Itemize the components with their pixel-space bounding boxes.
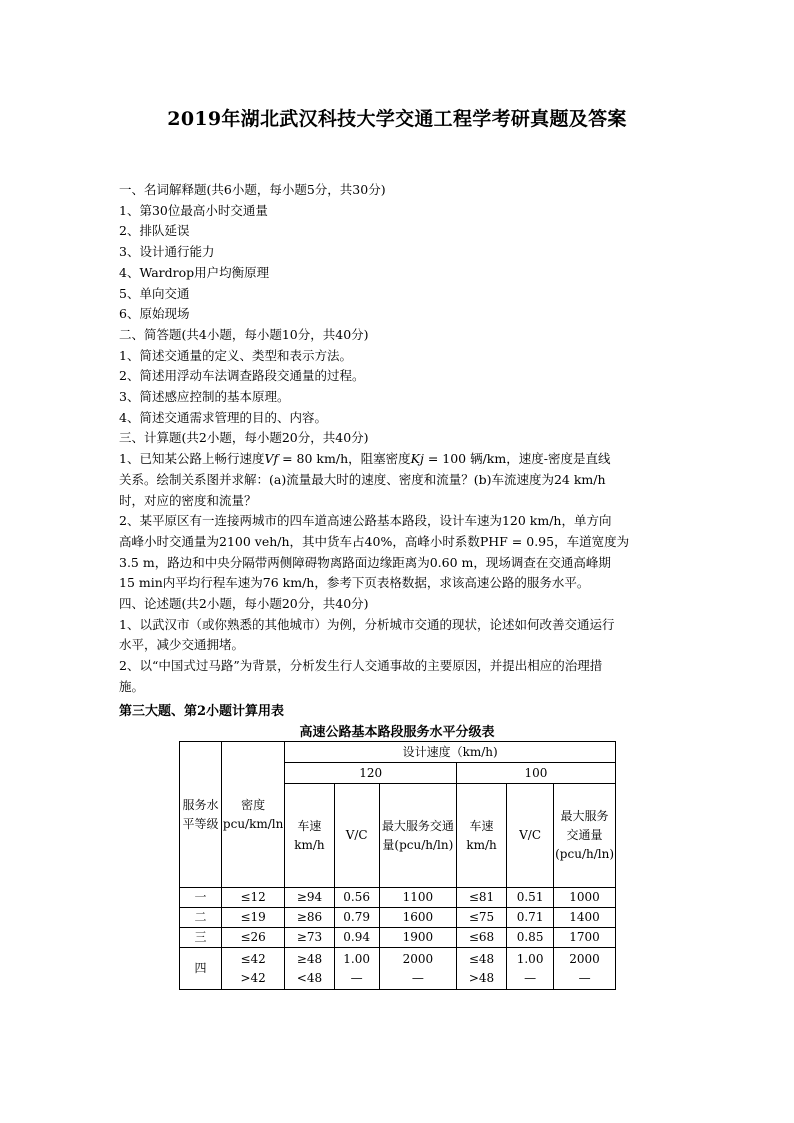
cell-vc-100 (507, 948, 554, 990)
question-text-part: 1、已知某公路上畅行速度 (119, 451, 265, 467)
service-level-table (179, 741, 616, 990)
exam-questions (119, 180, 679, 698)
cell-vc-120: 0.94 (334, 928, 379, 948)
question-text: 2、排队延误 (119, 223, 190, 239)
question-text: 时，对应的密度和流量？ (119, 492, 257, 508)
question-text: 15 min内平均行程车速为76 km/h，参考下页表格数据，求该高速公路的服务水平。 (119, 575, 590, 591)
question-text: 2、以“中国式过马路”为背景，分析发生行人交通事故的主要原因，并提出相应的治理措 (119, 658, 603, 674)
cell-vc-100: 0.71 (507, 908, 554, 928)
question-text-part: = 80 km/h，阻塞密度 (278, 451, 411, 467)
cell-value: ≤42 (240, 951, 266, 966)
cell-value: — (411, 970, 424, 985)
cell-value: ≤48 (468, 951, 495, 966)
cell-max-120: 1100 (379, 888, 456, 908)
cell-speed-100: ≤68 (456, 928, 506, 948)
header-max-flow-120: 最大服务交通量(pcu/h/ln) (379, 784, 456, 888)
question-text: 4、Wardrop用户均衡原理 (119, 264, 270, 280)
table-row (180, 948, 616, 990)
table-row (180, 888, 616, 908)
cell-speed-100: ≤81 (456, 888, 506, 908)
cell-level: 三 (180, 928, 222, 948)
table-caption: 第三大题、第2小题计算用表 (119, 704, 285, 719)
question-text: 3.5 m，路边和中央分隔带两侧障碍物离路面边缘距离为0.60 m，现场调查在交通高峰期 (119, 554, 611, 570)
question-text: 3、设计通行能力 (119, 244, 215, 260)
question-text: 施。 (119, 678, 145, 694)
cell-value: <48 (296, 970, 323, 985)
cell-speed-120: ≥73 (285, 928, 334, 948)
table-title: 高速公路基本路段服务水平分级表 (299, 725, 495, 740)
cell-value: — (350, 970, 363, 985)
header-vc-120: V/C (334, 784, 379, 888)
cell-max-120: 1600 (379, 908, 456, 928)
header-120: 120 (285, 763, 457, 784)
cell-value: — (524, 970, 537, 985)
cell-value: >48 (468, 970, 495, 985)
cell-density: ≤12 (221, 888, 284, 908)
cell-max-100 (554, 948, 616, 990)
cell-level: 四 (180, 948, 222, 990)
question-text: 5、单向交通 (119, 285, 190, 301)
cell-value: — (578, 970, 591, 985)
section-4-heading: 四、论述题(共2小题，每小题20分，共40分) (119, 596, 369, 612)
header-vc-100: V/C (507, 784, 554, 888)
free-flow-speed-symbol: Vf (264, 451, 279, 467)
header-speed-100: 车速km/h (456, 784, 506, 888)
jam-density-symbol: Kj (410, 451, 424, 467)
header-density: 密度pcu/km/ln (221, 742, 284, 888)
document-title: 2019年湖北武汉科技大学交通工程学考研真题及答案 (167, 108, 627, 130)
cell-value: 2000 (402, 951, 434, 966)
question-text: 关系。绘制关系图并求解：(a)流量最大时的速度、密度和流量？(b)车流速度为24 km/h (119, 471, 606, 487)
cell-level: 一 (180, 888, 222, 908)
cell-speed-120: ≥94 (285, 888, 334, 908)
cell-value: 2000 (569, 951, 600, 966)
cell-speed-100: ≤75 (456, 908, 506, 928)
question-text-part: = 100 辆/km，速度-密度是直线 (423, 451, 611, 467)
cell-density (221, 948, 284, 990)
question-text: 6、原始现场 (119, 306, 190, 322)
section-2-heading: 二、简答题(共4小题，每小题10分，共40分) (119, 326, 369, 342)
table-row (180, 928, 616, 948)
cell-vc-120: 0.56 (334, 888, 379, 908)
section-3-heading: 三、计算题(共2小题，每小题20分，共40分) (119, 430, 369, 446)
cell-speed-120 (285, 948, 334, 990)
cell-speed-100 (456, 948, 506, 990)
cell-value: 1.00 (516, 951, 544, 966)
header-service-level: 服务水平等级 (180, 742, 222, 888)
header-design-speed: 设计速度（km/h) (285, 742, 616, 763)
section-1-heading: 一、名词解释题(共6小题，每小题5分，共30分) (119, 182, 386, 197)
cell-max-100: 1400 (554, 908, 616, 928)
question-text: 3、简述感应控制的基本原理。 (119, 389, 290, 405)
cell-vc-120 (334, 948, 379, 990)
cell-vc-100: 0.85 (507, 928, 554, 948)
cell-density: ≤26 (221, 928, 284, 948)
cell-max-120: 1900 (379, 928, 456, 948)
question-text: 1、简述交通量的定义、类型和表示方法。 (119, 347, 352, 363)
question-text: 高峰小时交通量为2100 veh/h，其中货车占40%，高峰小时系数PHF = 0.95，车道宽度为 (119, 533, 630, 549)
cell-vc-100: 0.51 (507, 888, 554, 908)
header-100: 100 (456, 763, 615, 784)
question-text: 4、简述交通需求管理的目的、内容。 (119, 409, 327, 425)
cell-density: ≤19 (221, 908, 284, 928)
question-text: 1、以武汉市（或你熟悉的其他城市）为例，分析城市交通的现状，论述如何改善交通运行 (119, 616, 615, 632)
cell-speed-120: ≥86 (285, 908, 334, 928)
table-row (180, 908, 616, 928)
question-text: 2、简述用浮动车法调查路段交通量的过程。 (119, 368, 365, 384)
cell-vc-120: 0.79 (334, 908, 379, 928)
cell-max-100: 1700 (554, 928, 616, 948)
cell-value: 1.00 (343, 951, 370, 966)
cell-value: >42 (240, 970, 266, 985)
cell-max-120 (379, 948, 456, 990)
cell-value: ≥48 (296, 951, 323, 966)
question-text: 水平，减少交通拥堵。 (119, 637, 245, 653)
header-max-flow-100: 最大服务交通量(pcu/h/ln) (554, 784, 616, 888)
question-text: 1、第30位最高小时交通量 (119, 202, 268, 218)
cell-max-100: 1000 (554, 888, 616, 908)
header-speed-120: 车速km/h (285, 784, 334, 888)
question-text: 2、某平原区有一连接两城市的四车道高速公路基本路段，设计车速为120 km/h，单方向 (119, 513, 612, 529)
question-text (119, 449, 679, 470)
cell-level: 二 (180, 908, 222, 928)
